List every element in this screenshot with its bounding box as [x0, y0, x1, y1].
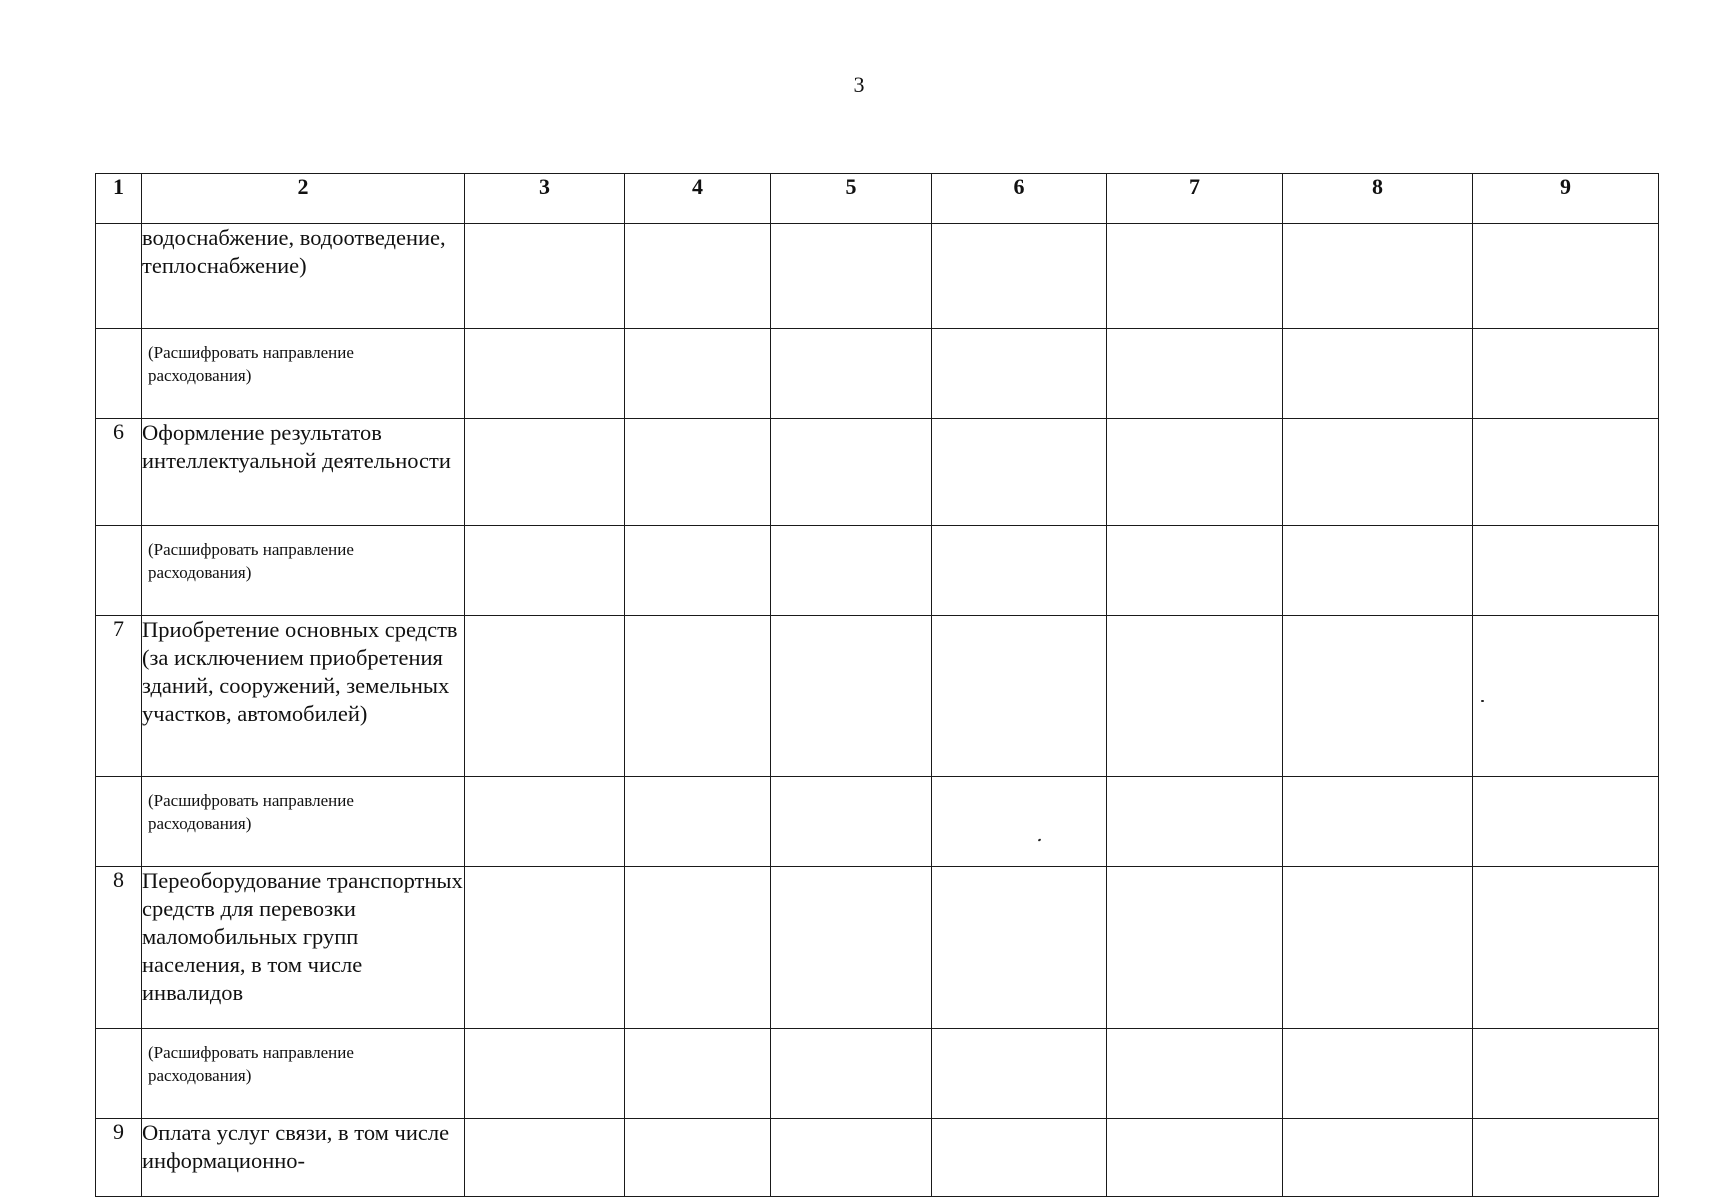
table-cell [625, 1029, 771, 1119]
table-cell [1283, 1029, 1473, 1119]
table-cell [1473, 1119, 1659, 1197]
table-cell [771, 867, 932, 1029]
row-number [96, 1029, 142, 1119]
table-cell [932, 1119, 1107, 1197]
row-number: 9 [96, 1119, 142, 1197]
table-cell [1107, 419, 1283, 526]
table-cell [932, 1029, 1107, 1119]
row-label: Приобретение основных средств (за исключением приобретения зданий, сооружений, земельных участков, автомобилей) [142, 616, 465, 777]
table-cell [625, 526, 771, 616]
table-cell [1473, 777, 1659, 867]
row-number [96, 526, 142, 616]
row-note: (Расшифровать направление расходования) [142, 329, 465, 419]
column-header-5: 5 [771, 174, 932, 224]
table-cell [771, 616, 932, 777]
table-cell [932, 526, 1107, 616]
table-cell [1473, 526, 1659, 616]
table-cell [625, 867, 771, 1029]
table-row [96, 777, 1659, 867]
table-row [96, 526, 1659, 616]
row-label: Оформление результатов интеллектуальной деятельности [142, 419, 465, 526]
table-cell [625, 1119, 771, 1197]
table-cell [465, 329, 625, 419]
table-cell [465, 224, 625, 329]
column-header-1: 1 [96, 174, 142, 224]
row-number [96, 777, 142, 867]
column-header-4: 4 [625, 174, 771, 224]
table-cell [771, 329, 932, 419]
table-cell [465, 419, 625, 526]
column-header-7: 7 [1107, 174, 1283, 224]
table-cell [1283, 777, 1473, 867]
row-number [96, 329, 142, 419]
scan-speck [1481, 700, 1484, 702]
table-cell [465, 526, 625, 616]
row-number: 7 [96, 616, 142, 777]
row-note: (Расшифровать направление расходования) [142, 777, 465, 867]
table-cell [1107, 1119, 1283, 1197]
table-cell [1283, 867, 1473, 1029]
table-cell [1107, 777, 1283, 867]
table-cell [932, 777, 1107, 867]
table-cell [1107, 1029, 1283, 1119]
table-cell [771, 224, 932, 329]
table-cell [465, 867, 625, 1029]
table-cell [1283, 224, 1473, 329]
table-cell [465, 1119, 625, 1197]
column-header-2: 2 [142, 174, 465, 224]
table-row [96, 329, 1659, 419]
row-number: 8 [96, 867, 142, 1029]
table-cell [1473, 224, 1659, 329]
column-header-9: 9 [1473, 174, 1659, 224]
table-cell [771, 526, 932, 616]
table-row [96, 1029, 1659, 1119]
table-cell [771, 777, 932, 867]
table-cell [625, 777, 771, 867]
row-label: водоснабжение, водоотведение, теплоснабжение) [142, 224, 465, 329]
table-cell [1473, 419, 1659, 526]
expense-table [95, 173, 1659, 1197]
table-row [96, 419, 1659, 526]
table-header-row [96, 174, 1659, 224]
table-cell [625, 329, 771, 419]
table-cell [932, 616, 1107, 777]
table-cell [465, 1029, 625, 1119]
table-cell [625, 616, 771, 777]
row-note: (Расшифровать направление расходования) [142, 526, 465, 616]
table-cell [1107, 526, 1283, 616]
table-cell [1283, 329, 1473, 419]
page-number: 3 [853, 72, 865, 97]
table-cell [1107, 616, 1283, 777]
table-cell [1107, 867, 1283, 1029]
row-label: Оплата услуг связи, в том числе информационно- [142, 1119, 465, 1197]
table-cell [625, 419, 771, 526]
table-row [96, 616, 1659, 777]
row-label: Переоборудование транспортных средств для перевозки маломобильных групп населения, в том числе инвалидов [142, 867, 465, 1029]
table-cell [625, 224, 771, 329]
table-cell [1473, 616, 1659, 777]
table-cell [1473, 329, 1659, 419]
table-cell [1107, 329, 1283, 419]
table-row [96, 867, 1659, 1029]
table-cell [771, 419, 932, 526]
table-cell [1473, 867, 1659, 1029]
row-number [96, 224, 142, 329]
table-cell [932, 867, 1107, 1029]
table-cell [932, 329, 1107, 419]
table-cell [1283, 1119, 1473, 1197]
table-cell [771, 1119, 932, 1197]
column-header-3: 3 [465, 174, 625, 224]
table-cell [465, 777, 625, 867]
column-header-6: 6 [932, 174, 1107, 224]
table-cell [1283, 526, 1473, 616]
column-header-8: 8 [1283, 174, 1473, 224]
row-note: (Расшифровать направление расходования) [142, 1029, 465, 1119]
table-cell [1107, 224, 1283, 329]
table-cell [465, 616, 625, 777]
table-cell [1283, 419, 1473, 526]
table-cell [932, 224, 1107, 329]
table-cell [932, 419, 1107, 526]
table-cell [1473, 1029, 1659, 1119]
table-row [96, 224, 1659, 329]
table-cell [1283, 616, 1473, 777]
row-number: 6 [96, 419, 142, 526]
table-cell [771, 1029, 932, 1119]
table-row [96, 1119, 1659, 1197]
